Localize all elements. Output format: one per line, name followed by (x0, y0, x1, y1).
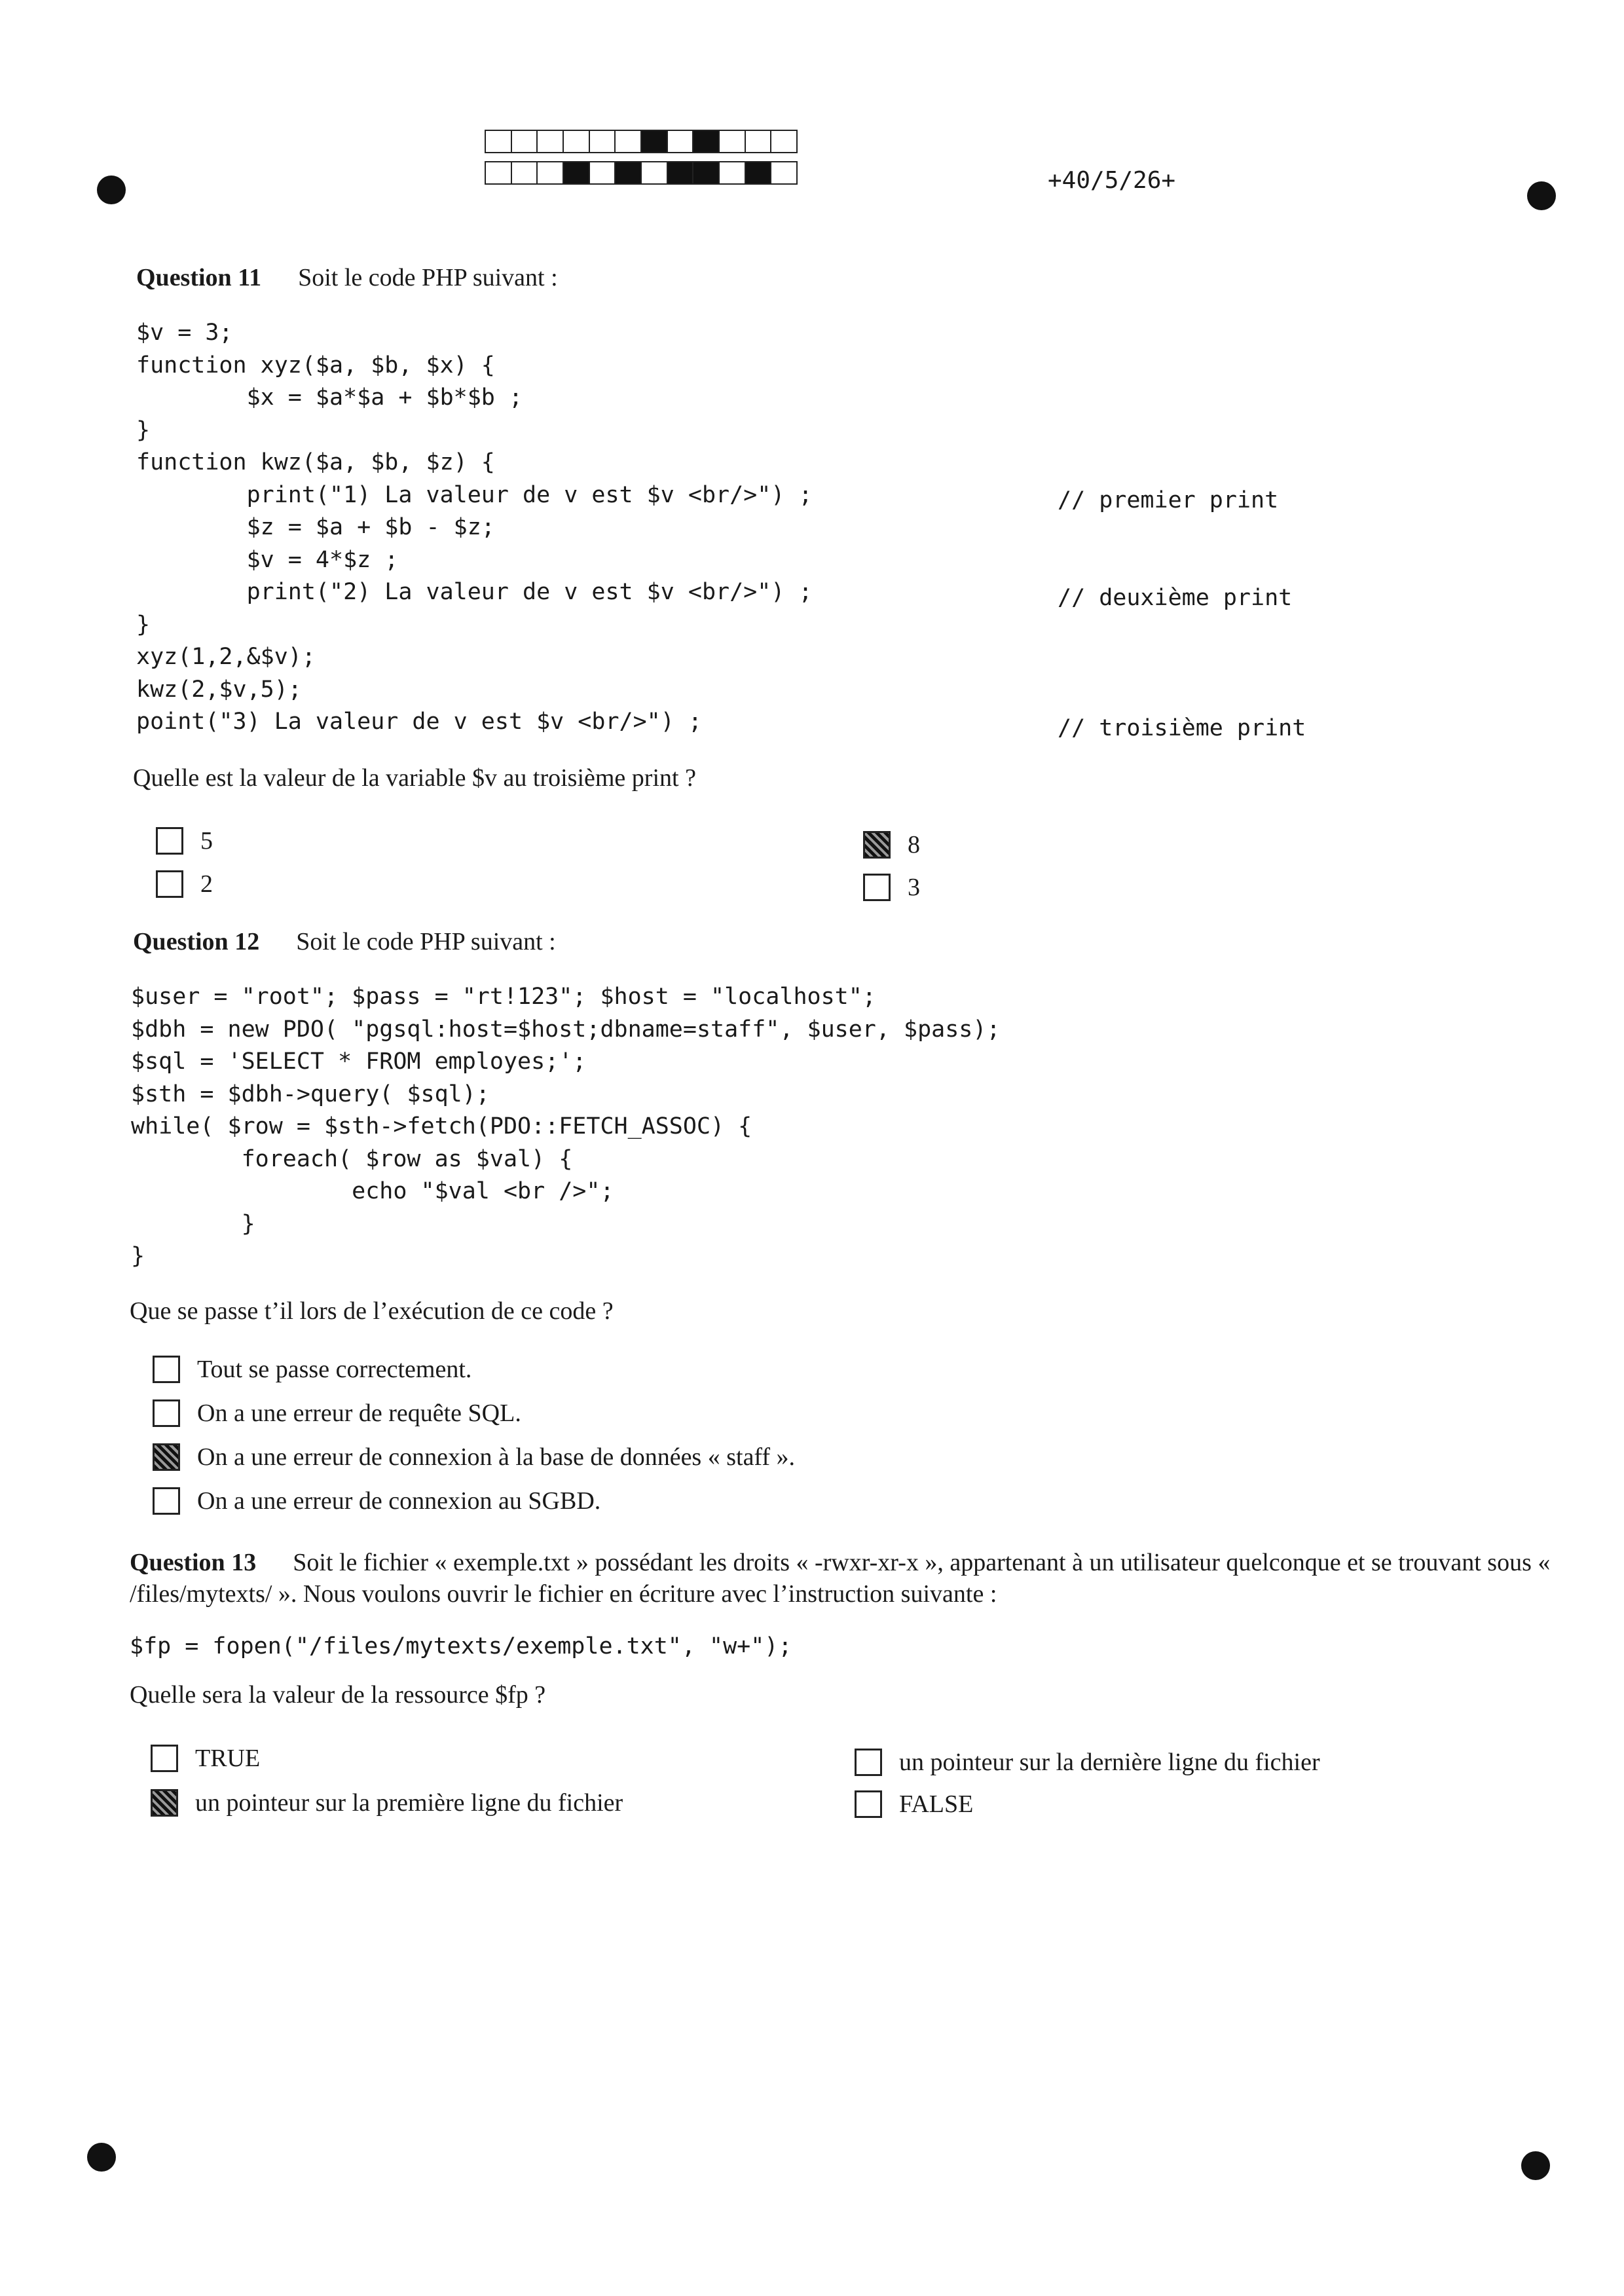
code-line: function xyz($a, $b, $x) { (136, 352, 495, 379)
code-line: } (131, 1210, 255, 1237)
q13-option[interactable] (855, 1790, 973, 1819)
option-label: un pointeur sur la dernière ligne du fichier (899, 1749, 1320, 1776)
option-label: Tout se passe correctement. (197, 1356, 472, 1383)
barcode-cell (616, 131, 642, 152)
answer-checkbox[interactable] (156, 827, 183, 855)
registration-mark-top-right (1527, 181, 1556, 210)
barcode-cell (771, 162, 796, 183)
barcode-top (485, 130, 798, 153)
q11-number: Question 11 (136, 264, 262, 291)
code-line: $sql = 'SELECT * FROM employes;'; (131, 1048, 587, 1075)
code-line: } (131, 1243, 145, 1269)
code-line: $user = "root"; $pass = "rt!123"; $host = "localhost"; (131, 984, 876, 1010)
barcode-cell (746, 131, 772, 152)
code-comment: // premier print (1058, 487, 1279, 513)
barcode-cell (512, 162, 538, 183)
option-label: 5 (200, 827, 213, 855)
barcode-cell (564, 162, 590, 183)
q11-option[interactable] (863, 873, 920, 902)
exam-id: +40/5/26+ (1048, 167, 1176, 194)
code-line: $sth = $dbh->query( $sql); (131, 1081, 490, 1107)
q11-option[interactable] (156, 870, 213, 898)
barcode-cell (746, 162, 772, 183)
q11-question: Quelle est la valeur de la variable $v au troisième print ? (133, 764, 696, 792)
q11-intro: Soit le code PHP suivant : (298, 264, 558, 291)
barcode-cell (720, 131, 746, 152)
code-comment: // troisième print (1058, 715, 1306, 741)
option-label: TRUE (195, 1745, 261, 1772)
barcode-cell (771, 131, 796, 152)
q12-number: Question 12 (133, 928, 260, 955)
code-line: xyz(1,2,&$v); (136, 644, 316, 670)
q13-option[interactable] (151, 1788, 623, 1817)
code-line: $dbh = new PDO( "pgsql:host=$host;dbname=staff", $user, $pass); (131, 1016, 1001, 1043)
code-line: $x = $a*$a + $b*$b ; (136, 384, 523, 411)
q11-option[interactable] (863, 830, 920, 859)
q13-text (130, 1547, 1596, 1610)
answer-checkbox[interactable] (855, 1749, 882, 1776)
q12-option[interactable] (153, 1443, 795, 1472)
barcode-cell (486, 162, 512, 183)
answer-checkbox[interactable] (156, 870, 183, 898)
q13-option[interactable] (855, 1748, 1320, 1777)
barcode-cell (486, 131, 512, 152)
barcode-cell (642, 162, 668, 183)
q13-option[interactable] (151, 1744, 260, 1773)
q12-option[interactable] (153, 1399, 521, 1428)
option-label: On a une erreur de requête SQL. (197, 1399, 521, 1427)
option-label: 8 (908, 831, 920, 859)
q11-title (136, 263, 558, 292)
answer-checkbox[interactable] (153, 1356, 180, 1383)
q11-code-block (136, 317, 813, 739)
code-line: function kwz($a, $b, $z) { (136, 449, 495, 475)
barcode-cell (693, 131, 720, 152)
code-line: $v = 3; (136, 320, 233, 346)
barcode-cell (590, 162, 616, 183)
q12-question: Que se passe t’il lors de l’exécution de ce code ? (130, 1297, 614, 1325)
answer-checkbox[interactable] (855, 1790, 882, 1818)
option-label: un pointeur sur la première ligne du fichier (195, 1789, 623, 1817)
code-line: foreach( $row as $val) { (131, 1145, 573, 1172)
option-label: On a une erreur de connexion au SGBD. (197, 1487, 601, 1515)
barcode-cell (642, 131, 668, 152)
q11-option[interactable] (156, 826, 213, 855)
q13-number: Question 13 (130, 1549, 257, 1576)
answer-checkbox[interactable] (153, 1443, 180, 1471)
q13-code: $fp = fopen("/files/mytexts/exemple.txt", "w+"); (130, 1633, 792, 1659)
code-line: point("3) La valeur de v est $v <br/>") ; (136, 709, 702, 735)
code-line: $v = 4*$z ; (136, 546, 399, 573)
barcode-bottom (485, 161, 798, 185)
q12-code-block (131, 981, 1001, 1273)
option-label: 2 (200, 870, 213, 898)
q12-title (133, 927, 556, 956)
q12-option[interactable] (153, 1355, 471, 1384)
code-line: } (136, 417, 151, 443)
barcode-cell (538, 131, 564, 152)
q13-question: Quelle sera la valeur de la ressource $fp ? (130, 1681, 546, 1709)
barcode-cell (564, 131, 590, 152)
q12-option[interactable] (153, 1487, 600, 1515)
code-line: $z = $a + $b - $z; (136, 514, 495, 540)
code-line: print("1) La valeur de v est $v <br/>") ; (136, 481, 813, 508)
barcode-cell (693, 162, 720, 183)
option-label: FALSE (899, 1790, 974, 1818)
registration-mark-bottom-right (1521, 2151, 1550, 2180)
barcode-cell (590, 131, 616, 152)
answer-checkbox[interactable] (151, 1745, 178, 1772)
registration-mark-top-left (97, 176, 126, 204)
code-line: echo "$val <br />"; (131, 1178, 614, 1204)
q12-intro: Soit le code PHP suivant : (296, 928, 556, 955)
q13-intro: Soit le fichier « exemple.txt » possédant les droits « -rwxr-xr-x », appartenant à un utilisateur quelconque et se trouvant sous « /files/mytexts/ ». Nous voulons ouvrir le fichier en écriture avec l’instruction suivante : (130, 1549, 1551, 1608)
code-line: while( $row = $sth->fetch(PDO::FETCH_ASSOC) { (131, 1113, 752, 1139)
registration-mark-bottom-left (87, 2143, 116, 2172)
answer-checkbox[interactable] (151, 1789, 178, 1817)
barcode-cell (512, 131, 538, 152)
answer-checkbox[interactable] (153, 1487, 180, 1515)
option-label: On a une erreur de connexion à la base de données « staff ». (197, 1443, 796, 1471)
barcode-cell (668, 131, 694, 152)
code-line: } (136, 611, 151, 638)
barcode-cell (720, 162, 746, 183)
option-label: 3 (908, 874, 920, 901)
barcode-cell (668, 162, 694, 183)
code-line: print("2) La valeur de v est $v <br/>") ; (136, 579, 813, 605)
code-line: kwz(2,$v,5); (136, 676, 302, 703)
answer-checkbox[interactable] (863, 874, 891, 901)
answer-checkbox[interactable] (863, 831, 891, 859)
code-comment: // deuxième print (1058, 585, 1293, 611)
answer-checkbox[interactable] (153, 1399, 180, 1427)
barcode-cell (538, 162, 564, 183)
barcode-cell (616, 162, 642, 183)
